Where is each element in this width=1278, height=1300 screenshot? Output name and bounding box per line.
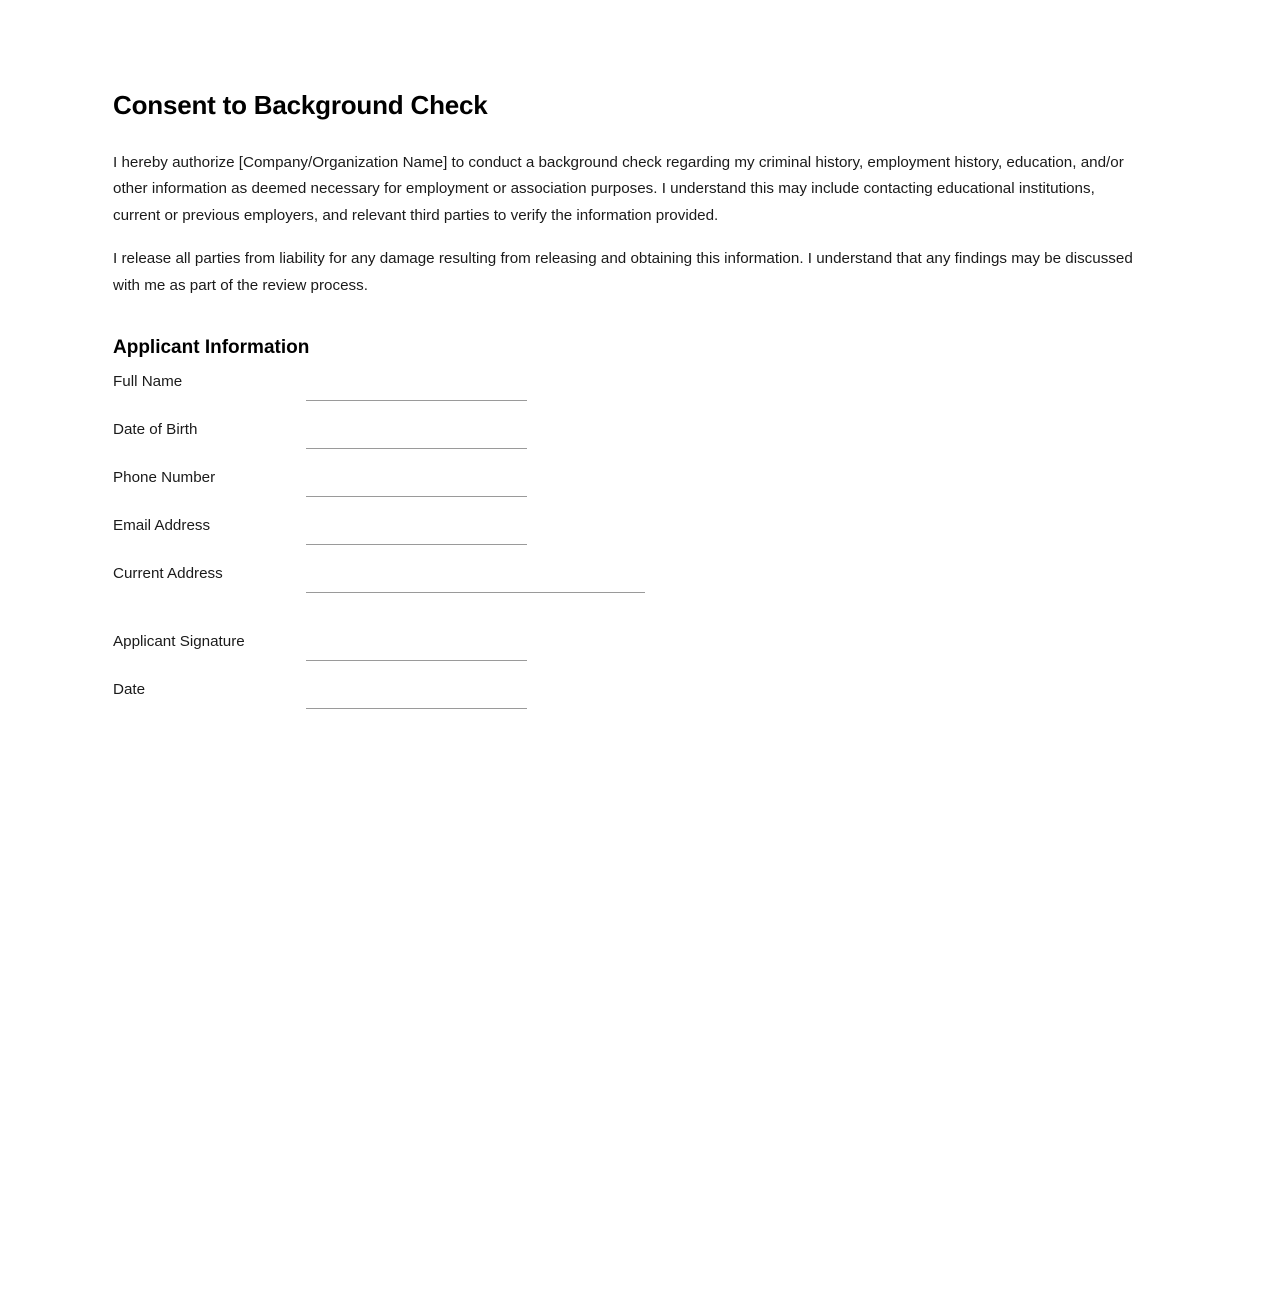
form-row-applicant-signature [113, 632, 1133, 680]
label-applicant-signature: Applicant Signature [113, 633, 245, 651]
label-date-of-birth: Date of Birth [113, 421, 198, 439]
page-title: Consent to Background Check [113, 90, 488, 120]
input-signature-date[interactable] [306, 708, 527, 709]
label-full-name: Full Name [113, 373, 183, 391]
input-email-address[interactable] [306, 544, 527, 545]
consent-paragraph-release: I release all parties from liability for any damage resulting from releasing and obtaining this information. I understand that any findings may be discussed with me as part of the review process. [113, 250, 1133, 294]
input-applicant-signature[interactable] [306, 660, 527, 661]
label-signature-date: Date [113, 681, 146, 699]
label-email-address: Email Address [113, 517, 211, 535]
label-phone-number: Phone Number [113, 469, 216, 487]
label-current-address: Current Address [113, 565, 223, 583]
input-phone-number[interactable] [306, 496, 527, 497]
input-current-address[interactable] [306, 592, 645, 593]
form-row-signature-date [113, 680, 1133, 728]
document-content [113, 0, 1133, 728]
input-full-name[interactable] [306, 400, 527, 401]
applicant-information-form [113, 372, 1133, 728]
form-row-date-of-birth [113, 420, 1133, 468]
form-row-current-address [113, 564, 1133, 612]
form-row-full-name [113, 372, 1133, 420]
input-date-of-birth[interactable] [306, 448, 527, 449]
consent-paragraph-authorization: I hereby authorize [Company/Organization Name] to conduct a background check regarding my criminal history, employment history, education, and/or other information as deemed necessary for employment or association purposes. I understand this may include contacting educational institutions, current or previous employers, and relevant third parties to verify the information provided. [113, 154, 1124, 224]
section-heading-applicant-information: Applicant Information [113, 337, 310, 359]
form-row-email-address [113, 516, 1133, 564]
form-row-phone-number [113, 468, 1133, 516]
